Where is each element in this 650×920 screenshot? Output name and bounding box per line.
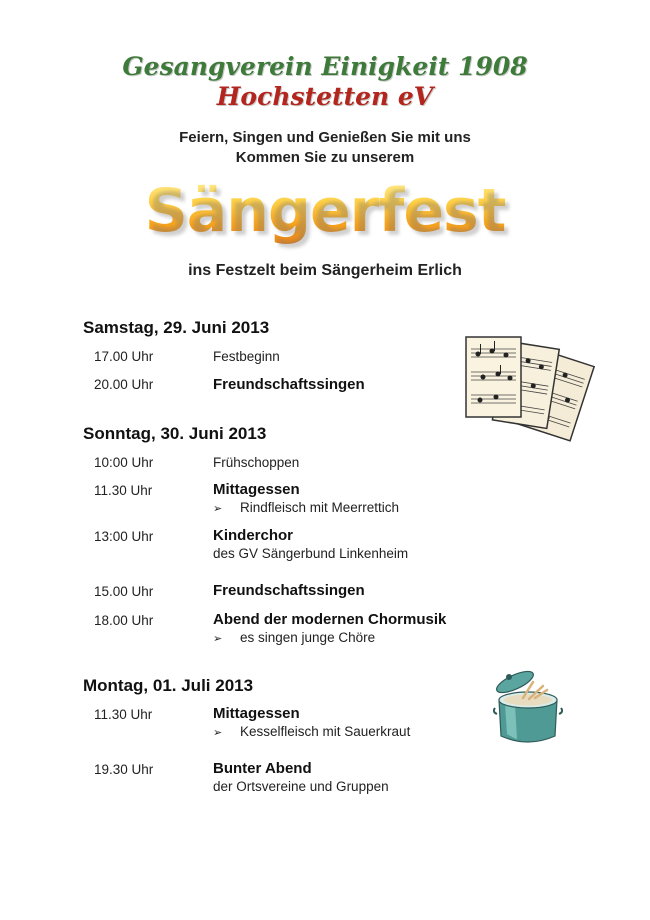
event-time: 13:00 Uhr (94, 529, 154, 544)
day-title-saturday: Samstag, 29. Juni 2013 (83, 318, 270, 337)
event-name: Festbeginn (213, 349, 280, 364)
event-detail: des GV Sängerbund Linkenheim (213, 546, 409, 561)
sheet-music-icon (458, 327, 598, 457)
event-time: 10:00 Uhr (94, 455, 154, 470)
club-town: Hochstetten eV (216, 82, 434, 111)
event-name: Abend der modernen Chormusik (213, 611, 447, 628)
day-title-sunday: Sonntag, 30. Juni 2013 (83, 424, 267, 443)
bullet-arrow-icon: ➢ (213, 503, 223, 515)
event-detail (213, 500, 399, 515)
event-time: 11.30 Uhr (94, 707, 153, 722)
event-detail (213, 630, 375, 645)
day-title-monday: Montag, 01. Juli 2013 (83, 676, 254, 695)
event-detail-text: Rindfleisch mit Meerrettich (240, 500, 400, 515)
intro-line-2: Kommen Sie zu unserem (235, 149, 415, 166)
bullet-arrow-icon: ➢ (213, 727, 223, 739)
event-name: Mittagessen (213, 705, 300, 722)
fest-title: Sängerfest (0, 176, 650, 246)
event-name: Bunter Abend (213, 760, 312, 777)
cooking-pot-icon (493, 668, 563, 748)
event-time: 15.00 Uhr (94, 584, 154, 599)
club-name: Gesangverein Einigkeit 1908 (122, 52, 528, 81)
event-detail (213, 724, 410, 739)
event-time: 19.30 Uhr (94, 762, 154, 777)
event-name: Kinderchor (213, 527, 294, 544)
event-name: Freundschaftssingen (213, 376, 365, 393)
event-name: Frühschoppen (213, 455, 300, 470)
event-time: 20.00 Uhr (94, 377, 154, 392)
event-detail-text: Kesselfleisch mit Sauerkraut (240, 724, 411, 739)
event-time: 18.00 Uhr (94, 613, 154, 628)
intro-line-1: Feiern, Singen und Genießen Sie mit uns (179, 129, 471, 146)
event-time: 17.00 Uhr (94, 349, 154, 364)
event-time: 11.30 Uhr (94, 483, 153, 498)
venue: ins Festzelt beim Sängerheim Erlich (188, 262, 462, 279)
event-name: Mittagessen (213, 481, 300, 498)
event-detail-text: es singen junge Chöre (240, 630, 376, 645)
event-detail: der Ortsvereine und Gruppen (213, 779, 389, 794)
event-name: Freundschaftssingen (213, 582, 365, 599)
bullet-arrow-icon: ➢ (213, 633, 223, 645)
